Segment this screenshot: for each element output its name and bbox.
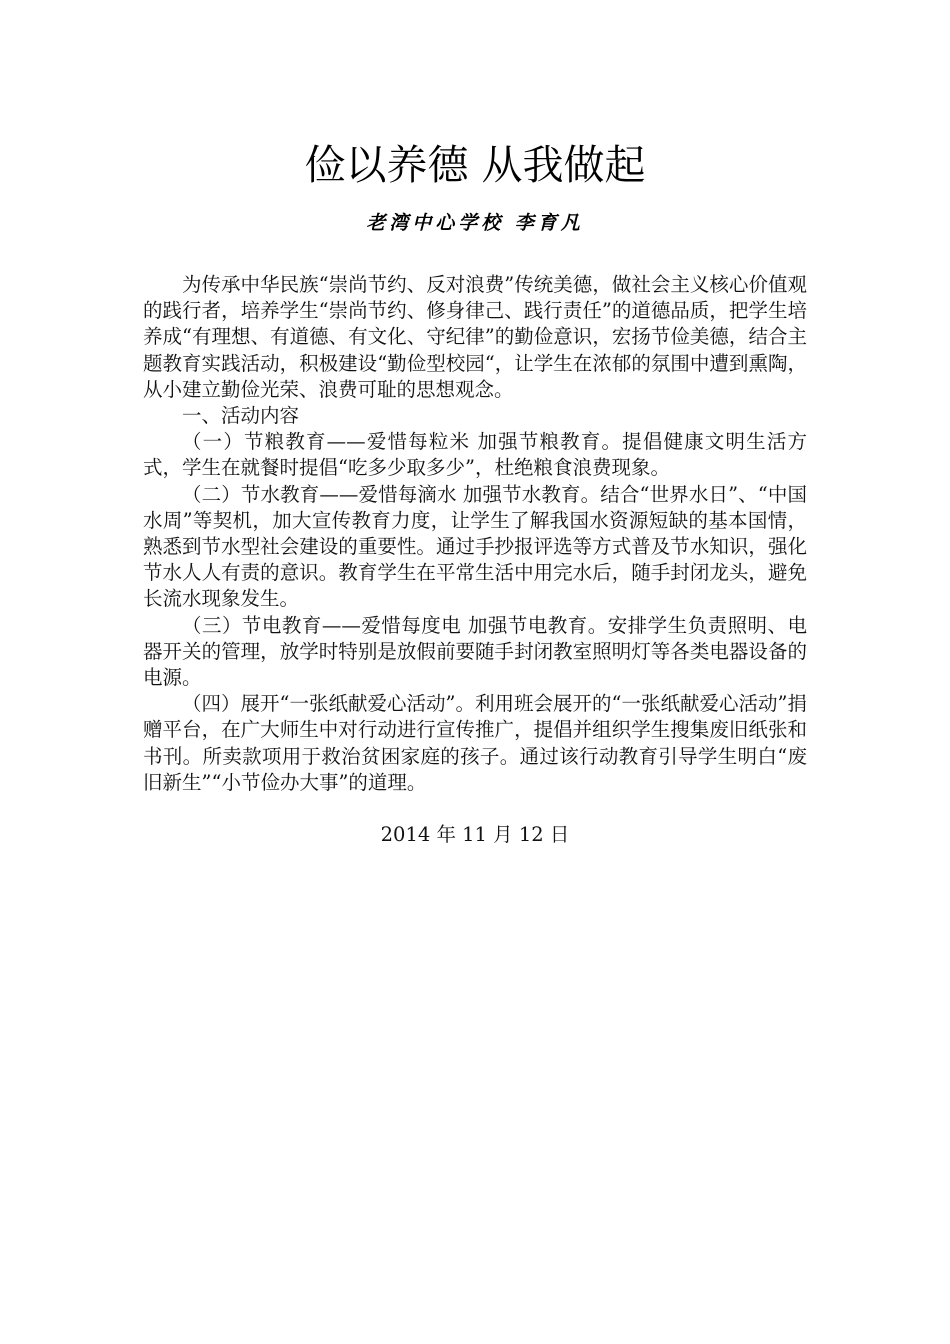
item-electricity-paragraph: （三）节电教育——爱惜每度电 加强节电教育。安排学生负责照明、电器开关的管理，放学时特别是放假前要随手封闭教室照明灯等各类电器设备的电源。	[143, 613, 807, 690]
item-grain-paragraph: （一）节粮教育——爱惜每粒米 加强节粮教育。提倡健康文明生活方式，学生在就餐时提倡“吃多少取多少”，杜绝粮食浪费现象。	[143, 430, 807, 480]
section-heading: 一、活动内容	[182, 404, 300, 428]
item-water-paragraph: （二）节水教育——爱惜每滴水 加强节水教育。结合“世界水日”、“中国水周”等契机，加大宣传教育力度，让学生了解我国水资源短缺的基本国情，熟悉到节水型社会建设的重要性。通过手抄报评选等方式普及节水知识，强化节水人人有责的意识。教育学生在平常生活中用完水后，随手封闭龙头，避免长流水现象发生。	[143, 482, 807, 611]
document-body	[143, 272, 807, 796]
document-date: 2014 年 11 月 12 日	[380, 823, 570, 846]
item-paper-paragraph: （四）展开“一张纸献爱心活动”。利用班会展开的“一张纸献爱心活动”捐赠平台，在广大师生中对行动进行宣传推广，提倡并组织学生搜集废旧纸张和书刊。所卖款项用于救治贫困家庭的孩子。通过该行动教育引导学生明白“废旧新生”“小节俭办大事”的道理。	[143, 692, 807, 794]
document-title: 俭以养德 从我做起	[304, 141, 646, 189]
document-author: 老湾中心学校 李育凡	[366, 212, 584, 234]
intro-paragraph: 为传承中华民族“崇尚节约、反对浪费”传统美德，做社会主义核心价值观的践行者，培养学生“崇尚节约、修身律己、践行责任”的道德品质，把学生培养成“有理想、有道德、有文化、守纪律”的勤俭意识，宏扬节俭美德，结合主题教育实践活动，积极建设“勤俭型校园“，让学生在浓郁的氛围中遭到熏陶，从小建立勤俭光荣、浪费可耻的思想观念。	[143, 273, 807, 401]
